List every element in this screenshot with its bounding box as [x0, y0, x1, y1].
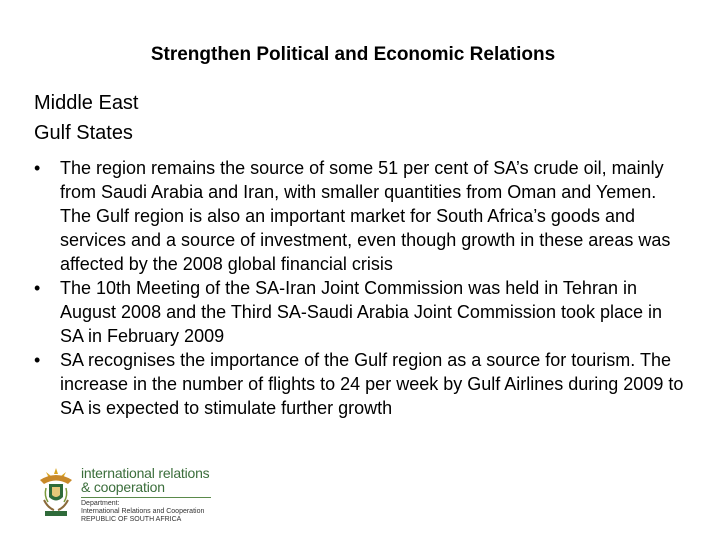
- bullet-text: SA recognises the importance of the Gulf region as a source for tourism. The increase in the number of flights to 24 per week by Gulf Airlines during 2009 to SA is expected to stimulate further growth: [60, 350, 684, 418]
- logo-text: [81, 466, 216, 524]
- logo-department-label: Department:: [81, 500, 120, 507]
- bullet-marker: •: [34, 350, 41, 370]
- bullet-item: [34, 156, 684, 276]
- logo-divider: [81, 497, 211, 498]
- logo-department-name: International Relations and Cooperation: [81, 508, 205, 515]
- bullet-list: [34, 156, 684, 420]
- logo-title-line2: & cooperation: [81, 479, 165, 495]
- bullet-text: The region remains the source of some 51 per cent of SA’s crude oil, mainly from Saudi Arabia and Iran, with smaller quantities from Oman and Yemen. The Gulf region is also an important market for South Africa’s goods and services and a source of investment, even though growth in these areas was affected by the 2008 global financial crisis: [60, 158, 671, 274]
- logo-title-line1: international relations: [81, 465, 210, 481]
- heading-middle-east: Middle East: [34, 92, 139, 114]
- dirco-logo: [36, 464, 216, 523]
- logo-country: REPUBLIC OF SOUTH AFRICA: [81, 516, 182, 523]
- bullet-text: The 10th Meeting of the SA-Iran Joint Commission was held in Tehran in August 2008 and the Third SA-Saudi Arabia Joint Commission took place in SA in February 2009: [60, 278, 663, 346]
- bullet-item: [34, 276, 684, 348]
- heading-gulf-states: Gulf States: [34, 122, 133, 144]
- coat-of-arms-icon: [36, 464, 76, 520]
- slide-title: Strengthen Political and Economic Relations: [150, 44, 556, 65]
- bullet-marker: •: [34, 158, 41, 178]
- bullet-item: [34, 348, 684, 420]
- bullet-marker: •: [34, 278, 41, 298]
